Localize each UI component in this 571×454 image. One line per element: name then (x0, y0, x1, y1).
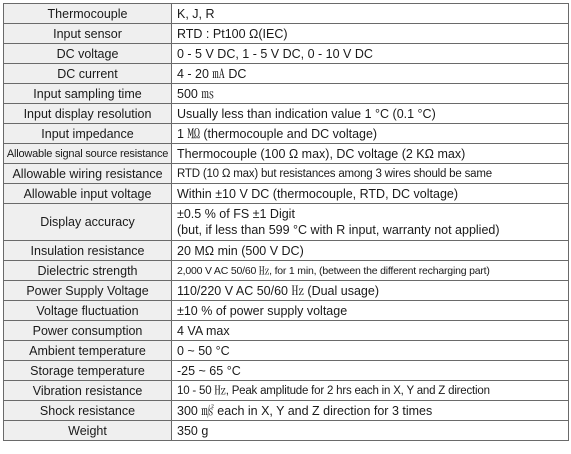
table-row (4, 321, 569, 341)
row-value: 20 MΩ min (500 V DC) (172, 241, 569, 261)
row-label: Insulation resistance (4, 241, 172, 261)
table-row (4, 184, 569, 204)
spec-table (3, 3, 569, 441)
table-row (4, 361, 569, 381)
row-value: 0 - 5 V DC, 1 - 5 V DC, 0 - 10 V DC (172, 44, 569, 64)
row-value: 110/220 V AC 50/60 ㎐ (Dual usage) (172, 281, 569, 301)
row-label: Input display resolution (4, 104, 172, 124)
table-row (4, 421, 569, 441)
row-label: Input impedance (4, 124, 172, 144)
row-label: DC voltage (4, 44, 172, 64)
table-row (4, 301, 569, 321)
row-value: 350 g (172, 421, 569, 441)
table-row (4, 104, 569, 124)
row-value: RTD (10 Ω max) but resistances among 3 wires should be same (172, 164, 569, 184)
row-value-line: (but, if less than 599 °C with R input, warranty not applied) (177, 223, 500, 237)
row-label: Storage temperature (4, 361, 172, 381)
row-value: 0 ~ 50 °C (172, 341, 569, 361)
table-row (4, 261, 569, 281)
row-value: Within ±10 V DC (thermocouple, RTD, DC voltage) (172, 184, 569, 204)
row-value: 500 ㎳ (172, 84, 569, 104)
table-row (4, 44, 569, 64)
table-row (4, 124, 569, 144)
table-row (4, 4, 569, 24)
row-value: 300 ㎨ each in X, Y and Z direction for 3 times (172, 401, 569, 421)
row-value: Thermocouple (100 Ω max), DC voltage (2 KΩ max) (172, 144, 569, 164)
row-label: Allowable signal source resistance (4, 144, 172, 164)
row-label: Input sampling time (4, 84, 172, 104)
table-row (4, 341, 569, 361)
row-value: K, J, R (172, 4, 569, 24)
row-label: Allowable wiring resistance (4, 164, 172, 184)
row-label: Shock resistance (4, 401, 172, 421)
row-label: Power Supply Voltage (4, 281, 172, 301)
row-label: Power consumption (4, 321, 172, 341)
row-label: Thermocouple (4, 4, 172, 24)
row-value: 1 ㏁ (thermocouple and DC voltage) (172, 124, 569, 144)
table-row (4, 381, 569, 401)
table-row (4, 281, 569, 301)
table-row (4, 64, 569, 84)
table-row (4, 241, 569, 261)
row-label: Ambient temperature (4, 341, 172, 361)
row-label: Allowable input voltage (4, 184, 172, 204)
row-value: -25 ~ 65 °C (172, 361, 569, 381)
row-label: Weight (4, 421, 172, 441)
row-label: Dielectric strength (4, 261, 172, 281)
row-value-line: ±0.5 % of FS ±1 Digit (177, 207, 295, 221)
row-value: Usually less than indication value 1 °C (0.1 °C) (172, 104, 569, 124)
row-label: Input sensor (4, 24, 172, 44)
row-value: 10 - 50 ㎐, Peak amplitude for 2 hrs each in X, Y and Z direction (172, 381, 569, 401)
table-row (4, 144, 569, 164)
row-value: ±10 % of power supply voltage (172, 301, 569, 321)
row-value (172, 204, 569, 241)
row-value: RTD : Pt100 Ω(IEC) (172, 24, 569, 44)
table-row (4, 204, 569, 241)
table-row (4, 164, 569, 184)
table-row (4, 24, 569, 44)
row-label: DC current (4, 64, 172, 84)
row-value: 4 VA max (172, 321, 569, 341)
row-label: Display accuracy (4, 204, 172, 241)
table-row (4, 401, 569, 421)
row-value: 2,000 V AC 50/60 ㎐, for 1 min, (between the different recharging part) (172, 261, 569, 281)
row-value: 4 - 20 ㎃ DC (172, 64, 569, 84)
row-label: Voltage fluctuation (4, 301, 172, 321)
table-row (4, 84, 569, 104)
row-label: Vibration resistance (4, 381, 172, 401)
